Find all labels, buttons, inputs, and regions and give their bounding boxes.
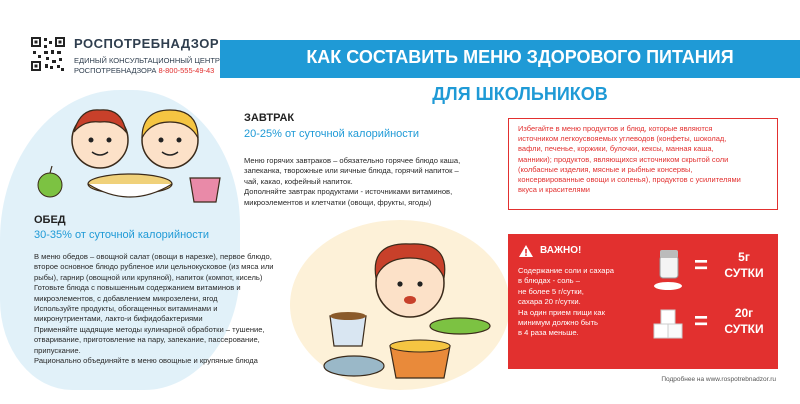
breakfast-line: микроэлементов и клетчатки (овощи, фрукты, ягоды) <box>244 197 432 207</box>
lunch-heading: ОБЕД <box>34 214 66 226</box>
important-line: в 4 раза меньше. <box>518 328 579 338</box>
breakfast-line: чай, какао, кофейный напиток. <box>244 176 353 186</box>
lunch-line: второе основное блюдо рубленое или цельнокусковое (из мяса или <box>34 262 274 272</box>
lunch-line: рыбы), гарнир (овощной или крупяной), напиток (компот, кисель) <box>34 272 263 282</box>
lunch-line: Готовьте блюда с повышенным содержанием витаминов и <box>34 283 241 293</box>
avoid-line: консервированные овощи и соленья), продуктов с усилителями <box>518 175 741 185</box>
lunch-line: микроэлементов, с добавлением микрозелени, ягод <box>34 293 218 303</box>
important-line: На один прием пищи как <box>518 307 605 317</box>
important-text <box>518 266 636 339</box>
avoid-line: Избегайте в меню продуктов и блюд, которые являются <box>518 124 713 133</box>
lunch-text <box>34 252 304 366</box>
lunch-line: микронутриентами, лакто-и бифидобактериями <box>34 314 203 324</box>
page-subtitle: ДЛЯ ШКОЛЬНИКОВ <box>432 84 608 104</box>
important-line: сахара 20 г/сутки. <box>518 297 581 307</box>
girl-lunch-illustration <box>300 228 500 388</box>
salt-shaker-icon <box>648 246 692 292</box>
avoid-line: (колбасные изделия, мясные и рыбные консервы, <box>518 164 693 174</box>
breakfast-line: Меню горячих завтраков – обязательно горячее блюдо каша, <box>244 156 461 165</box>
qr-code <box>30 36 66 72</box>
equals-sign: = <box>694 252 709 279</box>
org-name: РОСПОТРЕБНАДЗОР <box>74 36 220 51</box>
kids-breakfast-illustration <box>30 100 230 210</box>
important-line: Содержание соли и сахара <box>518 266 614 275</box>
important-line: минимум должно быть <box>518 318 599 328</box>
sugar-amount: 20г <box>734 306 754 320</box>
lunch-line: Применяйте щадящие методы кулинарной обработки – тушение, <box>34 324 265 334</box>
avoid-line: вкуса и красителями <box>518 185 590 195</box>
breakfast-line: Дополняйте завтрак продуктами - источниками витаминов, <box>244 187 453 197</box>
equals-sign: = <box>694 308 709 335</box>
salt-amount: 5г <box>738 250 750 264</box>
footer-link[interactable]: Подробнее на www.rospotrebnadzor.ru <box>661 376 776 383</box>
sugar-unit: СУТКИ <box>724 322 764 336</box>
lunch-line: Используйте продукты, обогащенных витаминами и <box>34 304 218 314</box>
org-phone: 8-800-555-49-43 <box>158 66 215 75</box>
lunch-kcal: 30-35% от суточной калорийности <box>34 229 209 241</box>
lunch-line: отваривание, приготовление на пару, запекание, пассерование, <box>34 335 260 345</box>
important-line: не более 5 г/сутки, <box>518 286 584 296</box>
salt-unit: СУТКИ <box>724 266 764 280</box>
lunch-line: припускание. <box>34 345 81 355</box>
org-line1: ЕДИНЫЙ КОНСУЛЬТАЦИОННЫЙ ЦЕНТР <box>74 56 220 65</box>
lunch-line: Рационально объединяйте в меню овощные и крупяные блюда <box>34 356 258 366</box>
org-line2: РОСПОТРЕБНАДЗОРА <box>74 66 157 75</box>
breakfast-kcal: 20-25% от суточной калорийности <box>244 128 419 140</box>
avoid-text <box>518 124 770 195</box>
sugar-cubes-icon <box>648 304 692 350</box>
breakfast-text <box>244 156 494 208</box>
avoid-line: манники); продуктов, являющихся источником скрытой соли <box>518 154 729 164</box>
avoid-line: источником легкоусвояемых углеводов (конфеты, шоколад, <box>518 134 727 144</box>
important-line: в блюдах - соль – <box>518 276 580 286</box>
lunch-line: В меню обедов – овощной салат (овощи в нарезке), первое блюдо, <box>34 252 272 261</box>
breakfast-line: запеканка, творожные или яичные блюда, горячий напиток – <box>244 166 459 176</box>
breakfast-heading: ЗАВТРАК <box>244 112 295 124</box>
avoid-line: вафли, печенье, коржики, булочки, кексы, манная каша, <box>518 144 714 154</box>
page-title: КАК СОСТАВИТЬ МЕНЮ ЗДОРОВОГО ПИТАНИЯ <box>306 47 734 67</box>
org-info <box>74 56 220 76</box>
warning-icon <box>518 244 534 258</box>
important-title: ВАЖНО! <box>540 245 582 256</box>
